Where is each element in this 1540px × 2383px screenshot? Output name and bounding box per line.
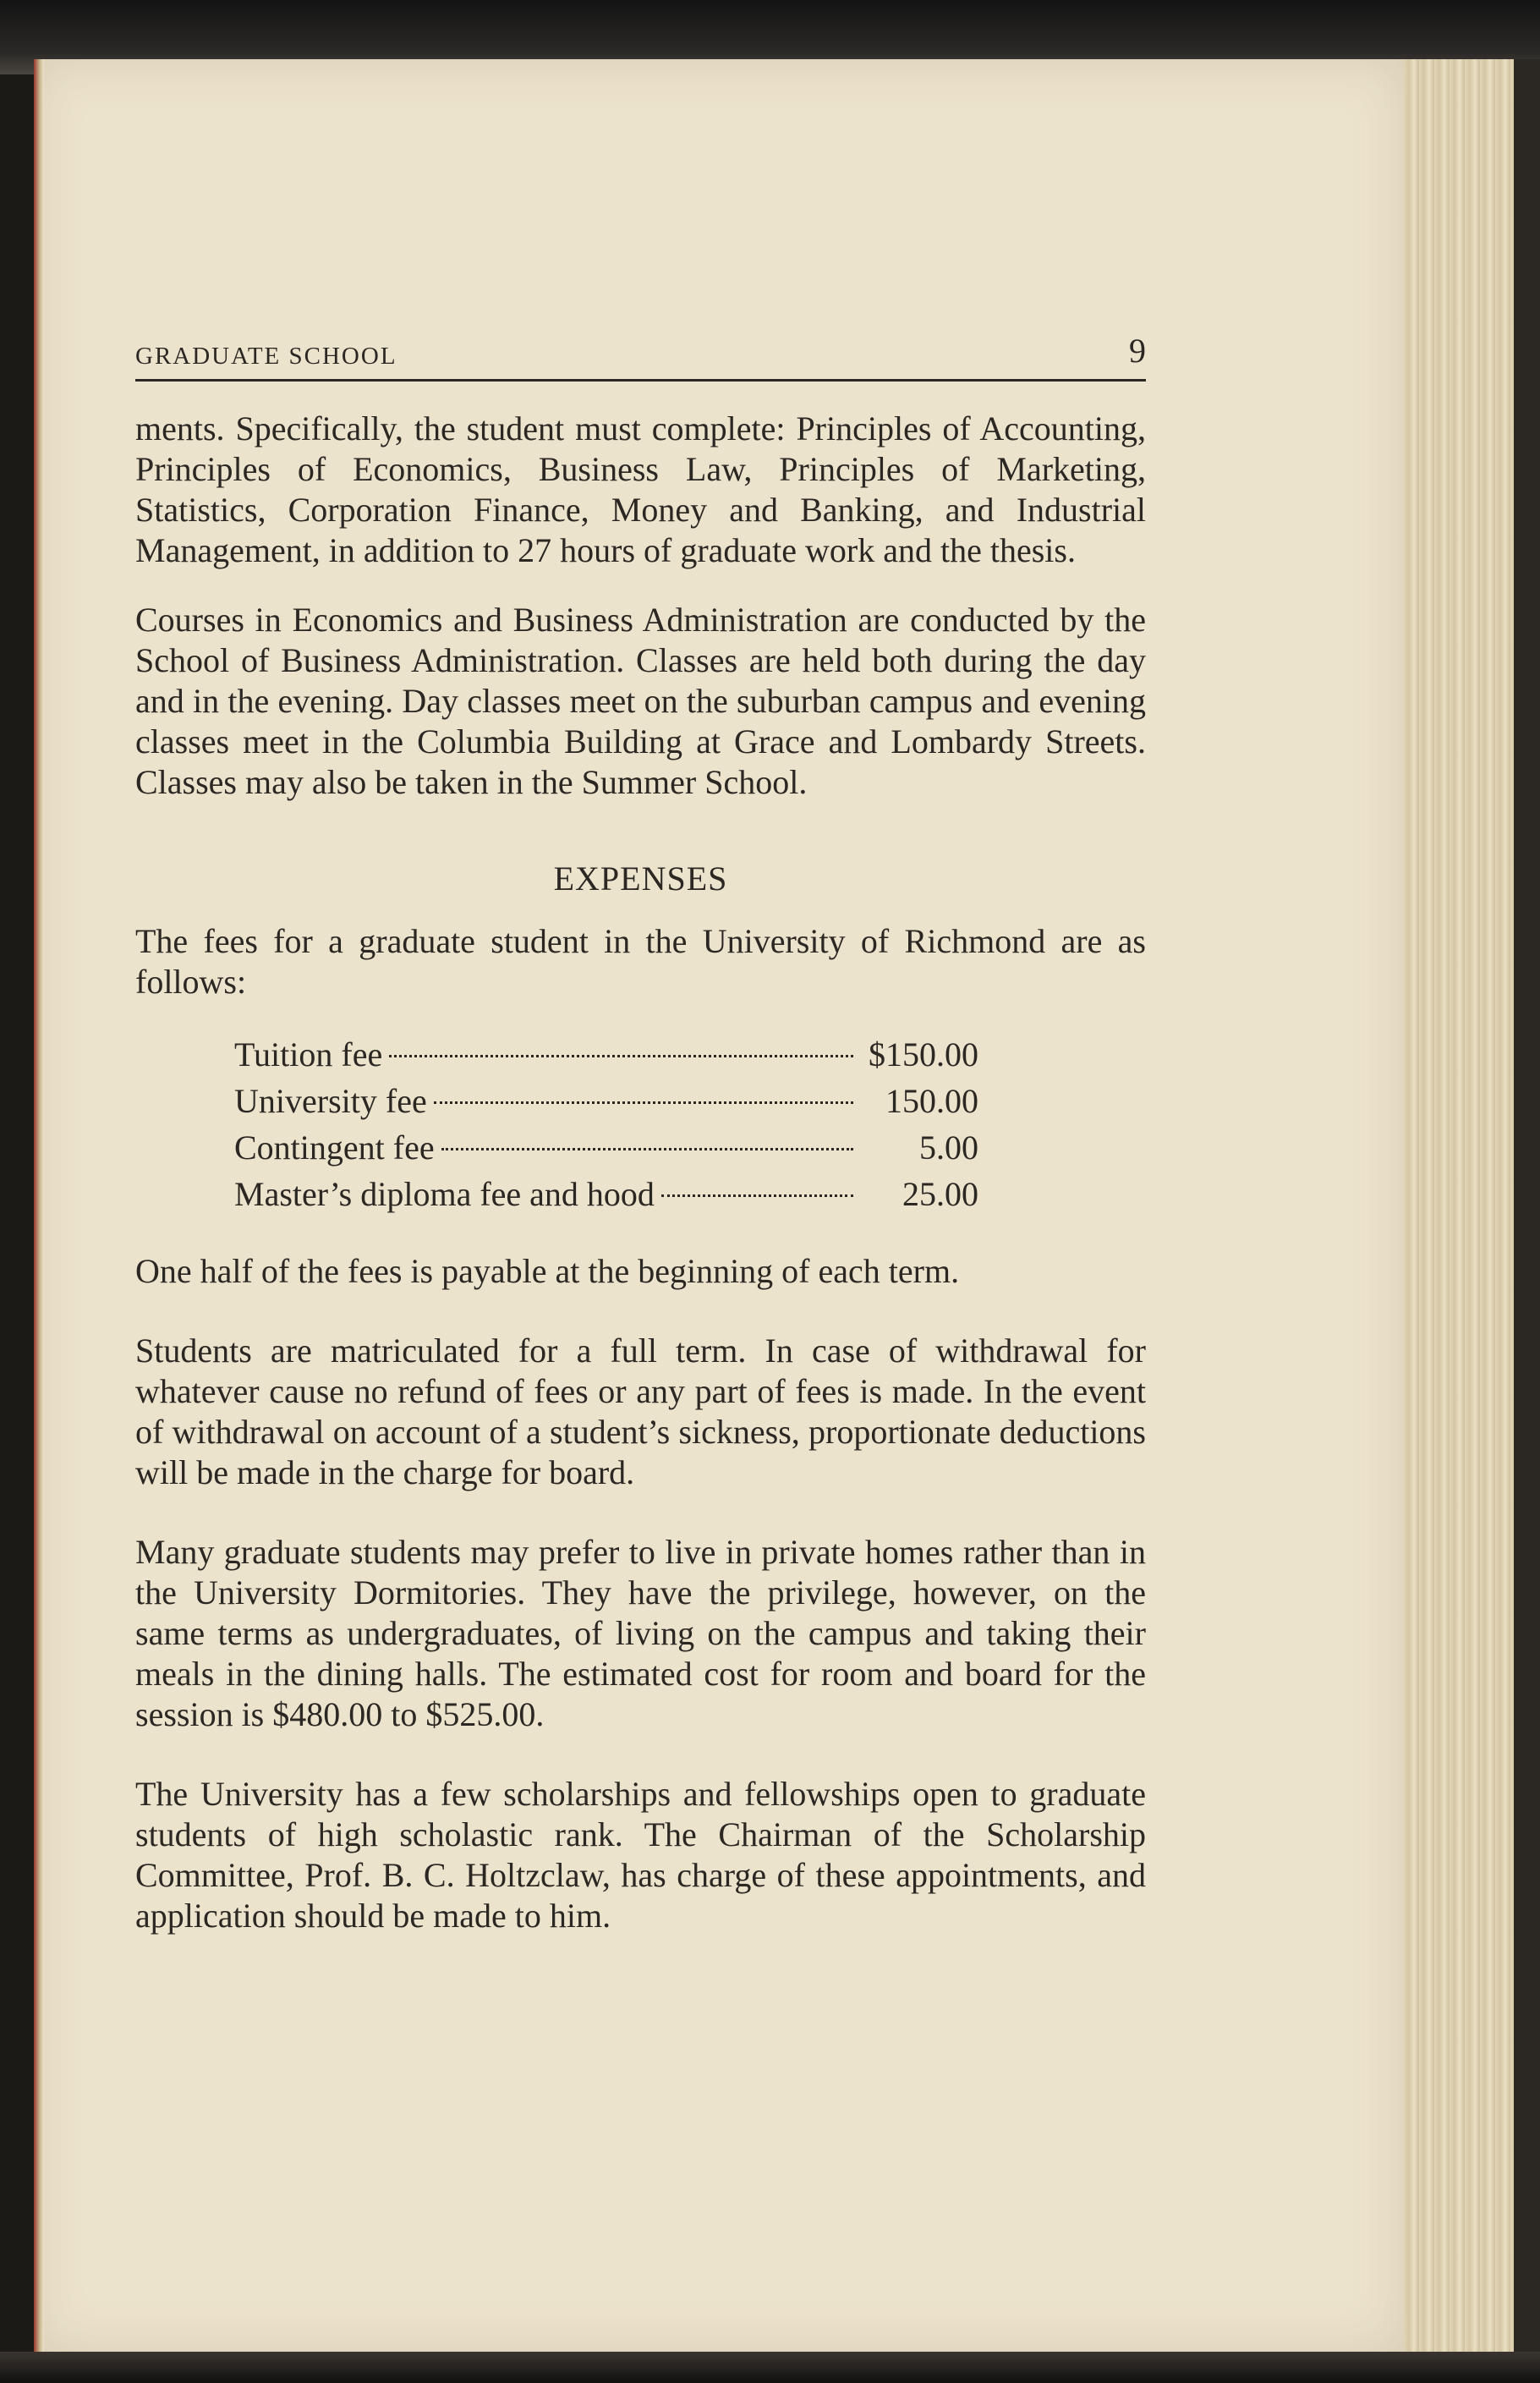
fee-amount: $150.00 <box>869 1035 978 1073</box>
dot-leader <box>441 1148 853 1150</box>
fee-table <box>234 1031 978 1217</box>
scan-bottom-edge <box>0 2352 1540 2383</box>
page-number: 9 <box>1129 332 1146 370</box>
fee-label: Master’s diploma fee and hood <box>234 1175 655 1213</box>
fee-amount: 5.00 <box>919 1128 978 1167</box>
dot-leader <box>661 1194 853 1197</box>
fee-label: University fee <box>234 1082 427 1120</box>
fee-row <box>234 1171 978 1217</box>
paragraph-courses: Courses in Economics and Business Administration are conducted by the School of Business Administration. Classes are held both during the day and in the evening. Day classes meet on the suburban campus and evening classes meet in the Columbia Building at Grace and Lombardy Streets. Classes may also be taken in the Summer School. <box>135 601 1146 801</box>
fee-amount: 150.00 <box>885 1082 978 1120</box>
paragraph-payment: One half of the fees is payable at the beginning of each term. <box>135 1252 960 1290</box>
page-stack-edge <box>1404 59 1514 2352</box>
binding-shadow <box>1514 59 1540 2352</box>
running-header <box>135 330 1146 382</box>
paragraph-housing: Many graduate students may prefer to live in private homes rather than in the University Dormitories. They have the privilege, however, on the same terms as undergraduates, of living on the campus and taking their meals in the dining halls. The estimated cost for room and board for the session is $480.00 to $525.00. <box>135 1533 1146 1733</box>
page-left-edge <box>34 59 44 2352</box>
page-content <box>135 330 1146 1936</box>
header-title: GRADUATE SCHOOL <box>135 343 397 370</box>
paragraph-requirements: ments. Specifically, the student must complete: Principles of Accounting, Principles of Economics, Business Law, Principles of Marketing, Statistics, Corporation Finance, Money and Banking, and Industrial Management, in addition to 27 hours of graduate work and the thesis. <box>135 409 1146 569</box>
dot-leader <box>389 1055 853 1057</box>
fee-row <box>234 1031 978 1078</box>
paragraph-scholarships: The University has a few scholarships and fellowships open to graduate students of high scholastic rank. The Chairman of the Scholarship Committee, Prof. B. C. Holtzclaw, has charge of these appointments, and application should be made to him. <box>135 1775 1146 1935</box>
fee-label: Contingent fee <box>234 1128 435 1167</box>
section-heading-expenses: EXPENSES <box>553 859 728 898</box>
fee-label: Tuition fee <box>234 1035 383 1073</box>
fee-amount: 25.00 <box>902 1175 978 1213</box>
dot-leader <box>434 1101 853 1104</box>
fee-row <box>234 1124 978 1171</box>
paragraph-fees-intro: The fees for a graduate student in the University of Richmond are as follows: <box>135 922 1146 1001</box>
paragraph-withdrawal: Students are matriculated for a full term. In case of withdrawal for whatever cause no refund of fees or any part of fees is made. In the event of withdrawal on account of a student’s sickness, proportionate deductions will be made in the charge for board. <box>135 1332 1146 1491</box>
fee-row <box>234 1078 978 1124</box>
